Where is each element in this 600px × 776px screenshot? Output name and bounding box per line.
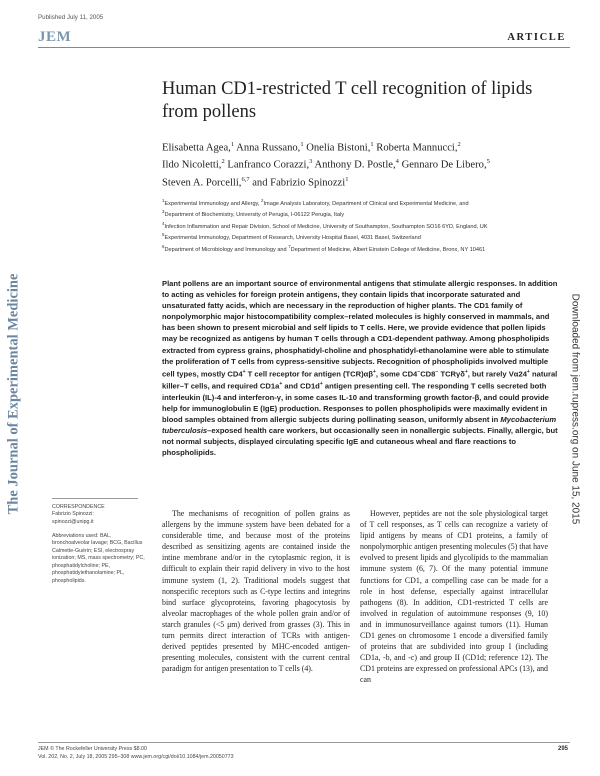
affiliations (162, 197, 562, 254)
abbreviations: Abbreviations used: BAL, bronchoalveolar lavage; BCG, Bacillus Calmette-Guérin; ESI, electrospray ionization; MS, mass spectrometry; PC, phosphatidylcholine; PE, phosphatidylethanolamine; PL, phospholipids. (52, 533, 145, 584)
article-title: Human CD1-restricted T cell recognition of lipids from pollens (162, 79, 533, 122)
author-name: Ildo Nicoletti, (162, 159, 222, 171)
published-date: Published July 11, 2005 (38, 14, 104, 21)
body-column-right: However, peptides are not the sole physiological target of T cell responses, as T cells can recognize a variety of lipid antigens by means of CD1 proteins, a family of nonpolymorphic antigen presenting molecules (5) that have evolved to present lipids and glycolipids to the mammalian immune system (6, 7). Of the many potential immune functions for CD1, a compelling case can be made for a role in host defense, especially against intracellular pathogens (8). In addition, CD1-restricted T cells are involved in regulation of autoimmune responses (9, 10) and in immunosurveillance against tumors (11). Human CD1 genes on chromosome 1 encode a diversified family of proteins that are subdivided into group I (including CD1a, -b, and -c) and group II (CD1d; reference 12). The CD1 proteins are expressed on professional APCs (13), and can (360, 509, 549, 685)
abstract: Plant pollens are an important source of environmental antigens that stimulate allergic responses. In addition to acting as vehicles for foreign protein antigens, they contain lipids that incorporate saturated and unsaturated fatty acids, which are necessary in the reproduction of higher plants. The CD1 family of nonpolymorphic major histocompatibility complex–related molecules is highly conserved in mammals, and has been shown to present microbial and self lipids to T cells. Here, we provide evidence that pollen lipids may be recognized as antigens by human T cells through a CD1-dependent pathway. Among phospholipids extracted from cypress grains, phosphatidyl-choline and phosphatidyl-ethanolamine were able to stimulate the proliferation of T cells from cypress-sensitive subjects. Recognition of phospholipids involved multiple cell types, mostly CD4+ T cell receptor for antigen (TCR)αβ+, some CD4−CD8− TCRγδ+, but rarely Vα24+ natural killer–T cells, and required CD1a+ and CD1d+ antigen presenting cell. The responding T cells secreted both interleukin (IL)-4 and interferon-γ, in some cases IL-10 and transforming growth factor-β, and could provide help for immunoglobulin E (IgE) production. Responses to pollen phospholipids were maximally evident in blood samples obtained from allergic subjects during pollinating season, uniformly absent in Mycobacterium tuberculosis–exposed health care workers, but occasionally seen in nonallergic subjects. Finally, allergic, but not normal subjects, displayed circulating specific IgE and cutaneous wheal and flare reactions to phospholipids. (162, 279, 558, 458)
body-column-left: The mechanisms of recognition of pollen grains as allergens by the immune system have been debated for a considerable time, and because most of the proteins described as sensitizing agents are contained inside the intine membrane and/or in the cytoplasmic region, it is difficult to explain their rapid delivery in vivo to the host immune system (1, 2). Traditional models suggest that nonspecific receptors such as C-type lectins and integrins bind surface glycoproteins, favoring phagocytosis by alveolar macrophages of the whole pollen grain and/or of starch granules (<5 μm) derived from grasses (3). This in turn permits direct interaction of TCRs with antigen-derived peptides presented by MHC-encoded antigen-presenting molecules, consistent with the current central paradigm for antigen presentation to T cells (4). (162, 509, 350, 674)
correspondence-email[interactable]: spinozzi@unipg.it (52, 518, 94, 525)
author-affiliation-mark: 2 (457, 141, 461, 148)
author-affiliation-mark: 1 (230, 141, 235, 148)
correspondence-label: CORRESPONDENCE (52, 504, 105, 510)
footer-rule (38, 742, 570, 743)
correspondence-name: Fabrizio Spinozzi: (52, 511, 94, 518)
author-affiliation-mark: 1 (370, 141, 374, 148)
page-number: 295 (557, 746, 568, 752)
author-affiliation-mark: 1 (300, 141, 304, 148)
affiliation-line: $^3$Department of Biochemistry, University of Perugia, I-06122 Perugia, Italy (162, 209, 345, 219)
author-affiliation-mark: 2 (221, 158, 225, 166)
author-affiliation-mark: 6,7 (241, 175, 250, 183)
author-name: Anna Russano, (236, 142, 301, 154)
footer-publisher: JEM © The Rockefeller University Press $8.00 (38, 746, 147, 752)
affiliation-line: $^5$Experimental Immunology, Department of Research, University Hospital Basel, 4031 Basel, Switzerland (162, 232, 421, 242)
author-name: Roberta Mannucci, (376, 142, 458, 154)
author-name: and Fabrizio Spinozzi (252, 177, 346, 189)
header-rule (38, 47, 570, 48)
affiliation-line: $^4$Infection Inflammation and Repair Division, School of Medicine, University of Southampton, Southampton SO16 6YD, England, UK (162, 220, 488, 230)
author-affiliation-mark: 3 (309, 158, 313, 166)
author-name: Anthony D. Postle, (314, 159, 396, 171)
affiliation-line: $^1$Experimental Immunology and Allergy, $^2$Image Analysis Laboratory, Department of Clinical and Experimental Medicine, and (162, 198, 469, 207)
download-notice: Downloaded from jem.rupress.org on June 15, 2015 (569, 293, 581, 525)
author-name: Lanfranco Corazzi, (227, 159, 310, 171)
journal-logo: JEM (38, 29, 72, 45)
author-name: Gennaro De Libero, (401, 159, 487, 171)
author-name: Onelia Bistoni, (306, 142, 371, 154)
footer-citation: Vol. 202, No. 2, July 18, 2005 295–308 www.jem.org/cgi/doi/10.1084/jem.20050773 (38, 754, 234, 760)
author-affiliation-mark: 4 (395, 158, 399, 166)
correspondence (52, 504, 148, 526)
correspondence-rule (52, 498, 138, 499)
side-journal-name: The Journal of Experimental Medicine (5, 273, 22, 515)
affiliation-line: $^6$Department of Microbiology and Immunology and $^7$Department of Medicine, Albert Einstein College of Medicine, Bronx, NY 10461 (162, 243, 486, 253)
author-name: Steven A. Porcelli, (162, 177, 242, 189)
section-label: ARTICLE (507, 32, 566, 43)
author-name: Elisabetta Agea, (162, 142, 231, 154)
author-affiliation-mark: 1 (345, 175, 349, 183)
author-list (162, 138, 562, 190)
author-affiliation-mark: 5 (486, 158, 490, 166)
